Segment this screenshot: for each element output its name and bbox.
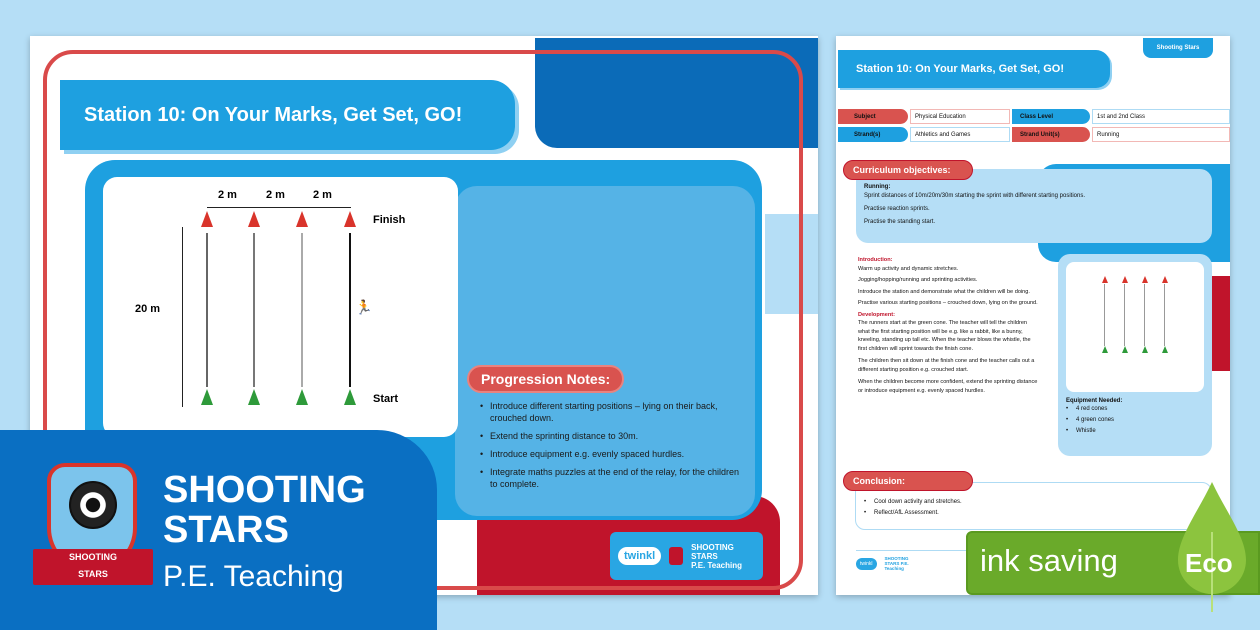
shooting-stars-badge — [45, 463, 140, 593]
lane-arrow — [206, 233, 208, 387]
red-cone — [1102, 276, 1108, 283]
eco-label: Eco — [1185, 548, 1233, 578]
text-line: Introduce the station and demonstrate what the children will be doing. — [858, 288, 1030, 295]
page-tag: Shooting Stars — [1143, 38, 1213, 58]
badge-icon — [669, 547, 683, 565]
spacing-label: 2 m — [218, 189, 237, 201]
table-cell: Running — [1092, 127, 1230, 142]
banner-line: SHOOTING — [163, 469, 366, 511]
twinkl-logo: twinkl — [618, 547, 661, 565]
text-line: Warm up activity and dynamic stretches. — [858, 265, 959, 272]
text-line: Practise reaction sprints. — [864, 206, 930, 212]
red-cone — [1162, 276, 1168, 283]
spacing-line — [207, 207, 351, 208]
diagram-box — [103, 177, 458, 437]
distance-line — [182, 227, 183, 407]
brand-banner — [0, 430, 437, 630]
banner-subtitle: P.E. Teaching — [163, 560, 344, 593]
spacing-label: 2 m — [266, 189, 285, 201]
finish-label: Finish — [373, 214, 406, 226]
footer-brand — [691, 543, 742, 570]
section-heading: Development: — [858, 311, 895, 318]
red-cone — [296, 211, 308, 227]
ribbon-text: SHOOTING — [68, 552, 117, 562]
lane-line — [1144, 284, 1145, 346]
red-cone — [248, 211, 260, 227]
section-heading: Introduction: — [858, 257, 893, 263]
spacing-label: 2 m — [313, 189, 332, 201]
lane-line — [1164, 284, 1165, 346]
text-line: Practise the standing start. — [864, 219, 936, 225]
red-cone — [1122, 276, 1128, 283]
distance-label: 20 m — [135, 303, 161, 315]
green-cone — [296, 389, 308, 405]
lesson-text — [858, 256, 1038, 395]
list-item: • 4 red cones — [1066, 404, 1204, 415]
red-accent — [1212, 276, 1230, 371]
lane-arrow — [253, 233, 255, 387]
brand-line: SHOOTING — [691, 542, 734, 552]
footer-logos — [856, 556, 925, 571]
green-cone — [1122, 346, 1128, 353]
lane-line — [1104, 284, 1105, 346]
red-cone — [201, 211, 213, 227]
curriculum-box — [856, 169, 1212, 243]
text-line: When the children become more confident, extend the sprinting distance or introduce equipment e.g. evenly spaced hurdles. — [858, 379, 1038, 394]
lane-arrow — [349, 233, 351, 387]
red-cone — [1142, 276, 1148, 283]
green-cone — [1162, 346, 1168, 353]
banner-line: STARS — [163, 509, 289, 551]
text-line: Practise various starting positions – crouched down, lying on the ground. — [858, 300, 1038, 306]
table-cell: Physical Education — [910, 109, 1010, 124]
brand-line: STARS — [691, 551, 718, 561]
start-label: Start — [373, 393, 399, 405]
section-heading: Equipment Needed: — [1066, 398, 1123, 404]
lane-arrow — [301, 233, 303, 387]
table-cell: 1st and 2nd Class — [1092, 109, 1230, 124]
mini-diagram — [1066, 262, 1204, 392]
equipment-box — [1058, 254, 1212, 456]
text-line: Sprint distances of 10m/20m/30m starting the sprint with different starting positions. — [864, 193, 1085, 199]
list-item: • Introduce different starting positions – lying on their back, crouched down. — [480, 400, 740, 424]
text-line: The children then sit down at the finish cone and the teacher calls out a different starting position e.g. crouched start. — [858, 358, 1035, 373]
list-item: • Introduce equipment e.g. evenly spaced hurdles. — [480, 448, 740, 460]
subheading: Running: — [864, 184, 891, 190]
table-row — [838, 127, 1230, 142]
progression-heading: Progression Notes: — [467, 365, 624, 393]
list-item: • Extend the sprinting distance to 30m. — [480, 430, 740, 442]
runner-icon: 🏃 — [355, 299, 373, 315]
table-cell-label: Subject — [838, 109, 908, 124]
ink-saving-label: ink saving — [980, 543, 1118, 578]
page-title: Station 10: On Your Marks, Get Set, GO! — [838, 50, 1110, 88]
right-page-preview[interactable] — [836, 36, 1230, 595]
page-title: Station 10: On Your Marks, Get Set, GO! — [60, 80, 515, 150]
eco-leaf-icon — [1176, 482, 1248, 597]
list-item: • Reflect/AfL Assessment. — [864, 508, 1203, 519]
progression-list — [480, 400, 740, 490]
list-item: • 4 green cones — [1066, 415, 1204, 426]
green-cone — [201, 389, 213, 405]
football-icon — [69, 481, 117, 529]
twinkl-logo: twinkl — [856, 558, 877, 570]
green-cone — [248, 389, 260, 405]
footer-logos — [610, 532, 763, 580]
green-cone — [1102, 346, 1108, 353]
text-line: The runners start at the green cone. The teacher will tell the children what the first starting position will be e.g. like a rabbit, like a bunny, kneeling, standing up tall etc. When the teacher blows the whistle, the first children will sprint towards the finish cone. — [858, 320, 1031, 352]
footer-brand: SHOOTING STARS P.E. Teaching — [884, 556, 909, 571]
curriculum-heading: Curriculum objectives: — [843, 160, 973, 180]
list-item: • Cool down activity and stretches. — [864, 497, 1203, 508]
green-cone — [344, 389, 356, 405]
table-cell-label: Strand(s) — [838, 127, 908, 142]
table-cell: Athletics and Games — [910, 127, 1010, 142]
table-cell-label: Class Level — [1012, 109, 1090, 124]
text-line: Jogging/hopping/running and sprinting activities. — [858, 277, 978, 283]
banner-title — [163, 470, 366, 550]
badge-ribbon — [33, 549, 153, 585]
conclusion-heading: Conclusion: — [843, 471, 973, 491]
lane-line — [1124, 284, 1125, 346]
red-cone — [344, 211, 356, 227]
list-item: • Integrate maths puzzles at the end of the relay, for the children to complete. — [480, 466, 740, 490]
info-table — [838, 109, 1230, 142]
list-item: • Whistle — [1066, 426, 1204, 437]
table-cell-label: Strand Unit(s) — [1012, 127, 1090, 142]
ribbon-text: STARS — [78, 569, 108, 579]
green-cone — [1142, 346, 1148, 353]
brand-line: P.E. Teaching — [691, 560, 743, 570]
table-row — [838, 109, 1230, 124]
